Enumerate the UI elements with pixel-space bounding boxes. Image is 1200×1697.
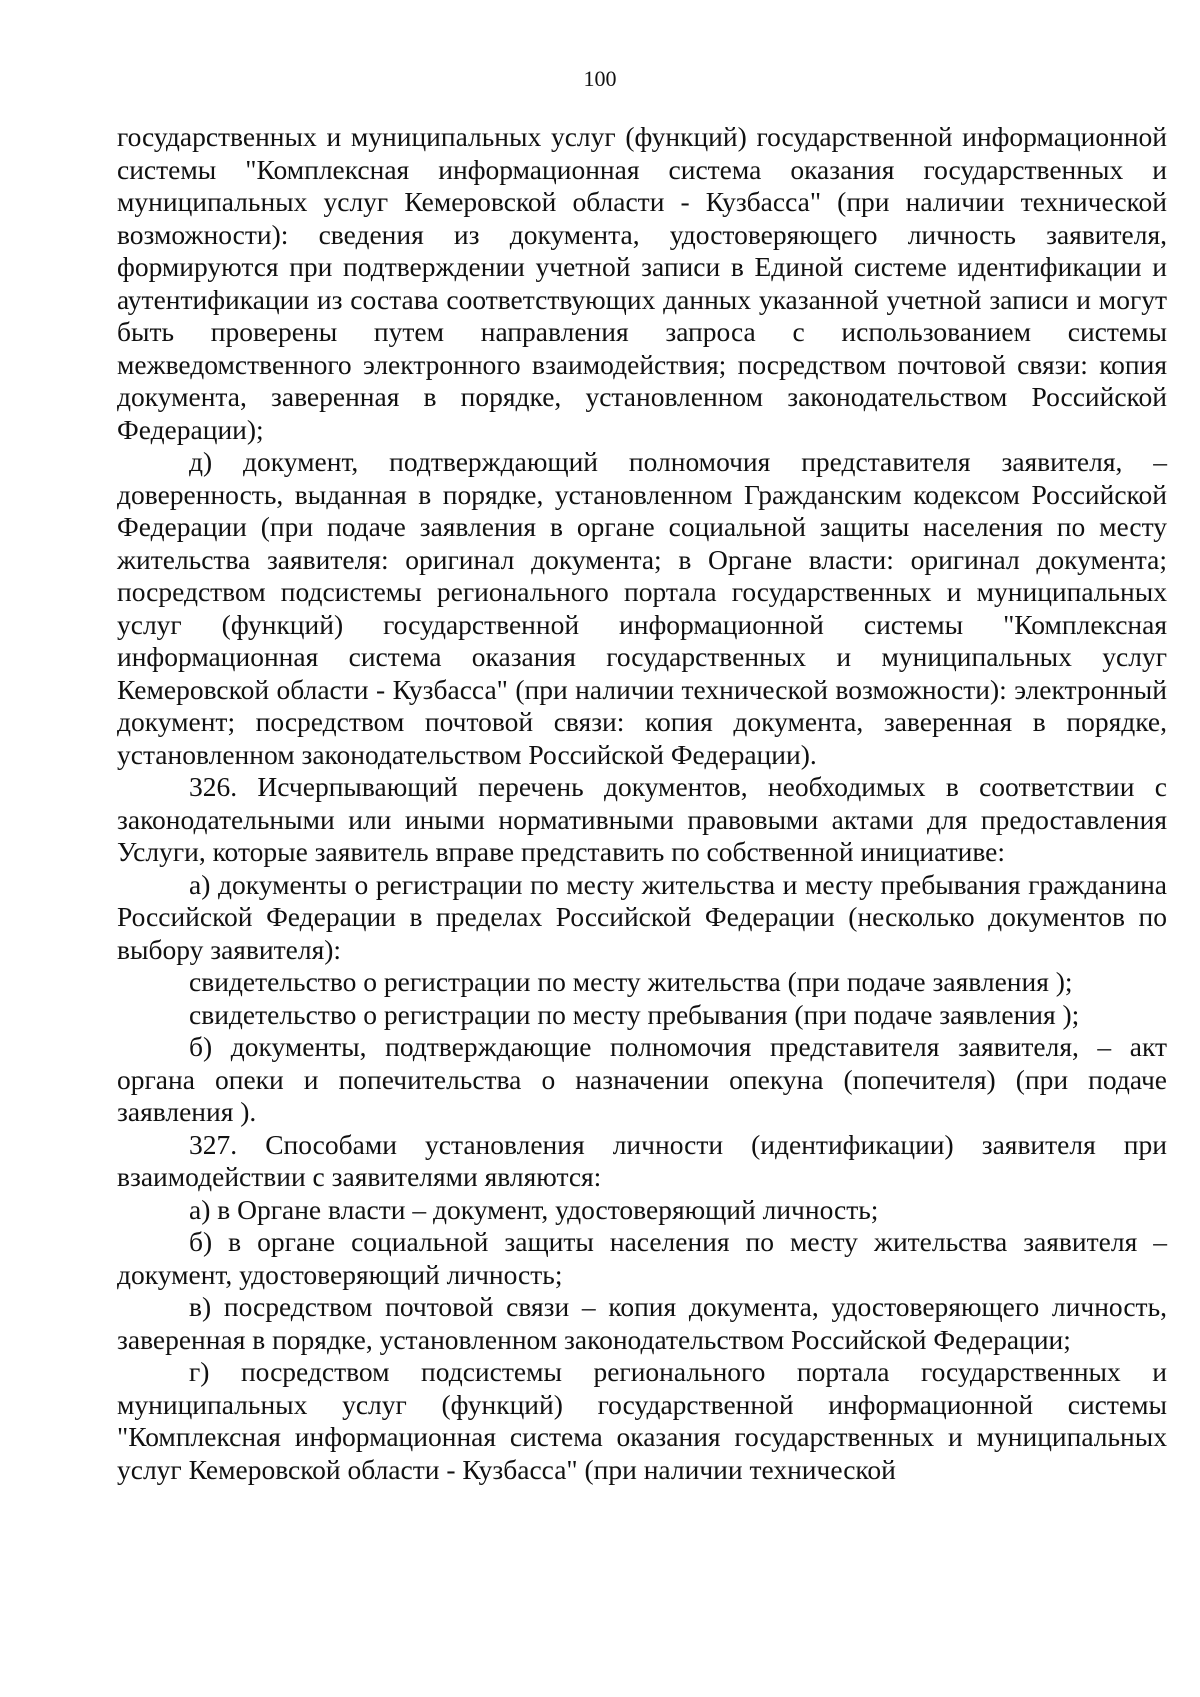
page-number: 100 <box>583 66 617 91</box>
paragraph-b-guardianship-act: б) документы, подтверждающие полномочия представителя заявителя, – акт органа опеки и попечительства о назначении опекуна (попечителя) (при подаче заявления ). <box>117 1031 1167 1127</box>
paragraph-327: 327. Способами установления личности (идентификации) заявителя при взаимодействии с заявителями являются: <box>117 1128 1167 1192</box>
paragraph-continuation: государственных и муниципальных услуг (функций) государственной информационной системы "Комплексная информационная система оказания государственных и муниципальных услуг Кемеровской области - Кузбасса" (при наличии технической возможности): сведения из документа, удостоверяющего личность заявителя, формируются при подтверждении учетной записи в Единой системе идентификации и аутентификации из состава соответствующих данных указанной учетной записи и могут быть проверены путем направления запроса с использованием системы межведомственного электронного взаимодействия; посредством почтовой связи: копия документа, заверенная в порядке, установленном законодательством Российской Федерации); <box>117 121 1167 445</box>
list-item-b-social-protection: б) в органе социальной защиты населения по месту жительства заявителя – документ, удостоверяющий личность; <box>117 1226 1167 1290</box>
paragraph-d-representative-authority: д) документ, подтверждающий полномочия представителя заявителя, – доверенность, выданная в порядке, установленном Гражданским кодексом Российской Федерации (при подаче заявления в органе социальной защиты населения по месту жительства заявителя: оригинал документа; в Органе власти: оригинал документа; посредством подсистемы регионального портала государственных и муниципальных услуг (функций) государственной информационной системы "Комплексная информационная система оказания государственных и муниципальных услуг Кемеровской области - Кузбасса" (при наличии технической возможности): электронный документ; посредством почтовой связи: копия документа, заверенная в порядке, установленном законодательством Российской Федерации). <box>117 446 1167 770</box>
list-item-stay-certificate: свидетельство о регистрации по месту пребывания (при подаче заявления ); <box>189 998 1080 1030</box>
document-body <box>117 121 1167 1486</box>
list-item-v-postal: в) посредством почтовой связи – копия документа, удостоверяющего личность, заверенная в порядке, установленном законодательством Российской Федерации; <box>117 1291 1167 1355</box>
list-item-residence-certificate: свидетельство о регистрации по месту жительства (при подаче заявления ); <box>189 966 1073 997</box>
paragraph-a-registration-documents: а) документы о регистрации по месту жительства и месту пребывания гражданина Российской Федерации в пределах Российской Федерации (несколько документов по выбору заявителя): <box>117 868 1167 965</box>
list-item-a-authority: а) в Органе власти – документ, удостоверяющий личность; <box>189 1193 879 1225</box>
list-item-g-portal: г) посредством подсистемы регионального портала государственных и муниципальных услуг (функций) государственной информационной системы "Комплексная информационная система оказания государственных и муниципальных услуг Кемеровской области - Кузбасса" (при наличии технической <box>117 1356 1167 1485</box>
paragraph-326: 326. Исчерпывающий перечень документов, необходимых в соответствии с законодательными или иными нормативными правовыми актами для предоставления Услуги, которые заявитель вправе представить по собственной инициативе: <box>117 771 1167 867</box>
